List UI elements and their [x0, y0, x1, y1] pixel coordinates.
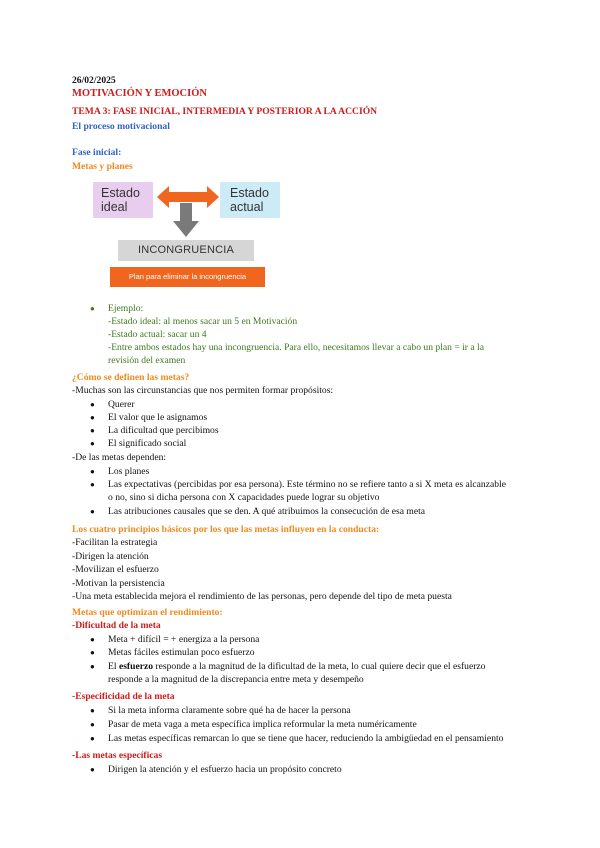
- principle-item: -Facilitan la estrategia: [72, 537, 158, 548]
- principle-item: -Dirigen la atención: [72, 551, 149, 562]
- list-item: Querer: [108, 399, 135, 410]
- bullet-icon: ●: [90, 734, 95, 743]
- list-item: Dirigen la atención y el esfuerzo hacia un propósito concreto: [108, 764, 342, 775]
- ideal-line2: ideal: [101, 200, 128, 214]
- bullet-icon: ●: [90, 648, 95, 657]
- list-item: Las metas específicas remarcan lo que se tiene que hacer, reduciendo la ambigüedad en el pensamiento: [108, 733, 504, 744]
- principle-item: -Movilizan el esfuerzo: [72, 564, 159, 575]
- bullet-icon: ●: [90, 480, 95, 489]
- specific-title: -Las metas específicas: [72, 750, 163, 761]
- subject-title: MOTIVACIÓN Y EMOCIÓN: [72, 88, 207, 99]
- effort-bold: esfuerzo: [118, 661, 154, 672]
- principles-title: Los cuatro principios básicos por los que las metas influyen en la conducta:: [72, 524, 380, 535]
- bullet-icon: ●: [90, 467, 95, 476]
- bullet-icon: ●: [90, 413, 95, 422]
- list-item: Las expectativas (percibidas por esa persona). Este término no se refiere tanto a si X meta es alcanzable: [108, 479, 506, 490]
- plan-box: [110, 267, 265, 287]
- difficulty-title: -Dificultad de la meta: [72, 620, 161, 631]
- list-item: Pasar de meta vaga a meta específica implica reformular la meta numéricamente: [108, 719, 417, 730]
- bullet-icon: ●: [90, 400, 95, 409]
- effort-item-continued: responde a la magnitud de la discrepancia entre meta y desempeño: [108, 674, 364, 685]
- list-item: Los planes: [108, 466, 150, 477]
- ideal-line1: Estado: [101, 186, 140, 200]
- bullet-icon: ●: [90, 706, 95, 715]
- plan-label: Plan para eliminar la incongruencia: [128, 272, 247, 281]
- down-arrow-icon: [173, 203, 199, 237]
- bullet-icon: ●: [90, 720, 95, 729]
- list-item: Metas fáciles estimulan poco esfuerzo: [108, 647, 255, 658]
- phase-title: Fase inicial:: [72, 147, 122, 158]
- list-item: El significado social: [108, 438, 187, 449]
- effort-post: responde a la magnitud de la dificultad de la meta, lo cual quiere decir que el esfuerzo: [153, 661, 486, 672]
- section-subtitle: El proceso motivacional: [72, 121, 170, 132]
- ideal-state-box: [93, 182, 153, 218]
- list-item: La dificultad que percibimos: [108, 425, 219, 436]
- bullet-icon: ●: [90, 662, 95, 671]
- list-item: Meta + difícil = + energiza a la persona: [108, 634, 260, 645]
- example-label: Ejemplo:: [108, 303, 144, 314]
- effort-item: [108, 661, 485, 673]
- actual-line1: Estado: [230, 186, 269, 200]
- actual-state-box: [220, 182, 280, 218]
- principle-item: -Una meta establecida mejora el rendimiento de las personas, pero depende del tipo de meta puesta: [72, 591, 452, 602]
- bullet-icon: ●: [90, 304, 95, 313]
- incongruence-label: INCONGRUENCIA: [137, 244, 235, 256]
- example-line: -Estado ideal: al menos sacar un 5 en Motivación: [108, 316, 298, 327]
- definition-intro: -Muchas son las circunstancias que nos permiten formar propósitos:: [72, 385, 334, 396]
- phase-subtitle: Metas y planes: [72, 161, 133, 172]
- bullet-icon: ●: [90, 765, 95, 774]
- date: 26/02/2025: [72, 75, 116, 86]
- optimize-title: Metas que optimizan el rendimiento:: [72, 607, 223, 618]
- topic-title: TEMA 3: FASE INICIAL, INTERMEDIA Y POSTERIOR A LA ACCIÓN: [72, 106, 378, 117]
- bullet-icon: ●: [90, 426, 95, 435]
- principle-item: -Motivan la persistencia: [72, 578, 165, 589]
- example-line: -Entre ambos estados hay una incongruencia. Para ello, necesitamos llevar a cabo un plan = ir a la: [108, 342, 484, 353]
- list-item: Las atribuciones causales que se den. A qué atribuimos la consecución de esa meta: [108, 506, 426, 517]
- list-item: Si la meta informa claramente sobre qué ha de hacer la persona: [108, 705, 351, 716]
- bullet-icon: ●: [90, 507, 95, 516]
- example-line: -Estado actual: sacar un 4: [108, 329, 207, 340]
- depends-intro: -De las metas dependen:: [72, 452, 167, 463]
- list-item: El valor que le asignamos: [108, 412, 208, 423]
- effort-pre: El: [108, 661, 119, 672]
- example-line: revisión del examen: [108, 355, 186, 366]
- list-item-continued: o no, sino si dicha persona con X capacidades puede lograr su objetivo: [108, 492, 380, 503]
- bullet-icon: ●: [90, 439, 95, 448]
- incongruence-box: [118, 240, 254, 261]
- specificity-title: -Especificidad de la meta: [72, 691, 175, 702]
- definition-question: ¿Cómo se definen las metas?: [72, 372, 190, 383]
- bullet-icon: ●: [90, 635, 95, 644]
- actual-line2: actual: [230, 200, 264, 214]
